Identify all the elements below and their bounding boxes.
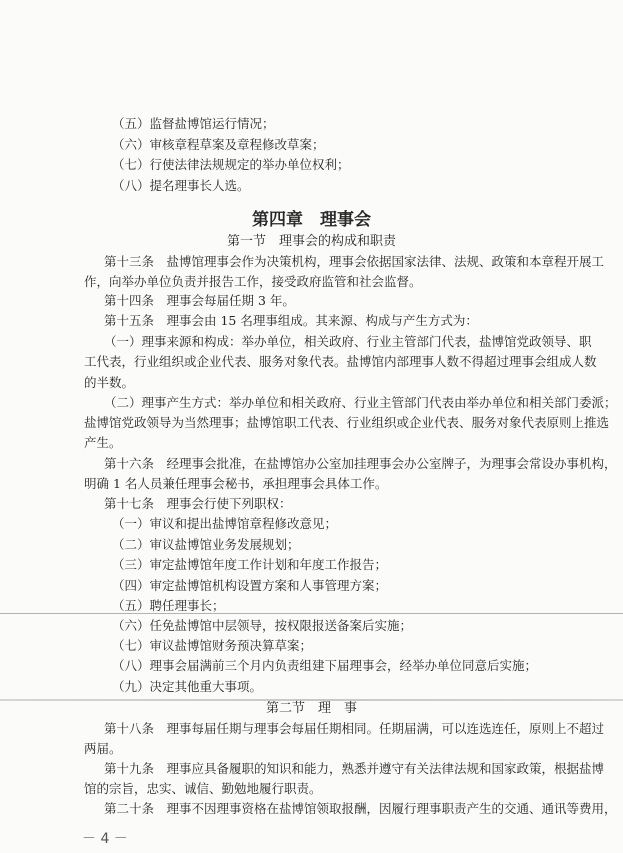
list-item: （六）任免盐博馆中层领导，按权限报送备案后实施；	[112, 618, 413, 633]
paragraph-line: 第十八条 理事每届任期与理事会每届任期相同。任期届满，可以连选连任，原则上不超过	[104, 721, 605, 736]
list-item: （五）监督盐博馆运行情况；	[112, 116, 275, 131]
list-item: （六）审核章程草案及章程修改草案；	[112, 137, 325, 152]
scan-artifact-line	[0, 613, 623, 614]
list-item: （三）审定盐博馆年度工作计划和年度工作报告；	[112, 557, 388, 572]
list-item: （五）聘任理事长；	[112, 598, 225, 613]
paragraph-line: 第十三条 盐博馆理事会作为决策机构，理事会依据国家法律、法规、政策和本章程开展工	[104, 254, 605, 269]
section-title: 第一节 理事会的构成和职责	[226, 234, 396, 249]
paragraph-line: 工代表，行业组织或企业代表、服务对象代表。盐博馆内部理事人数不得超过理事会组成人数	[84, 354, 597, 369]
paragraph-line: 产生。	[84, 435, 122, 450]
paragraph-line: 作，向举办单位负责并报告工作，接受政府监管和社会监督。	[84, 274, 422, 289]
paragraph-line: 明确 1 名人员兼任理事会秘书，承担理事会具体工作。	[84, 476, 388, 491]
paragraph-line: 的半数。	[84, 375, 135, 390]
paragraph-line: 第十九条 理事应具备履职的知识和能力，熟悉并遵守有关法律法规和国家政策，根据盐博	[104, 761, 605, 776]
list-item: （一）审议和提出盐博馆章程修改意见；	[112, 516, 338, 531]
list-item: （七）审议盐博馆财务预决算草案；	[112, 638, 313, 653]
paragraph-line: （一）理事来源和构成：举办单位，相关政府、行业主管部门代表，盐博馆党政领导、职	[104, 334, 592, 349]
list-item: （七）行使法律法规规定的举办单位权利；	[112, 157, 350, 172]
paragraph-line: 第十六条 经理事会批准，在盐博馆办公室加挂理事会办公室牌子，为理事会常设办事机构，	[104, 456, 617, 471]
paragraph-line: 第十四条 理事会每届任期 3 年。	[104, 293, 295, 308]
paragraph-line: 两届。	[84, 741, 122, 756]
paragraph-line: 盐博馆党政领导为当然理事；盐博馆职工代表、行业组织或企业代表、服务对象代表原则上推选	[84, 415, 610, 430]
paragraph-line: 第二十条 理事不因理事资格在盐博馆领取报酬，因履行理事职责产生的交通、通讯等费用，	[104, 801, 617, 816]
list-item: （九）决定其他重大事项。	[112, 679, 263, 694]
section-title: 第二节 理 事	[265, 701, 357, 716]
list-item: （二）审议盐博馆业务发展规划；	[112, 537, 300, 552]
page-number: － 4 －	[82, 831, 128, 847]
list-item: （八）提名理事长人选。	[112, 178, 250, 193]
paragraph-line: 第十七条 理事会行使下列职权：	[104, 496, 292, 511]
list-item: （八）理事会届满前三个月内负责组建下届理事会，经举办单位同意后实施；	[112, 658, 538, 673]
chapter-title: 第四章 理事会	[252, 210, 371, 230]
list-item: （四）审定盐博馆机构设置方案和人事管理方案；	[112, 578, 388, 593]
paragraph-line: 第十五条 理事会由 15 名理事组成。其来源、构成与产生方式为：	[104, 313, 478, 328]
paragraph-line: （二）理事产生方式：举办单位和相关政府、行业主管部门代表由举办单位和相关部门委派；	[104, 395, 617, 410]
paragraph-line: 馆的宗旨，忠实、诚信、勤勉地履行职责。	[84, 781, 322, 796]
